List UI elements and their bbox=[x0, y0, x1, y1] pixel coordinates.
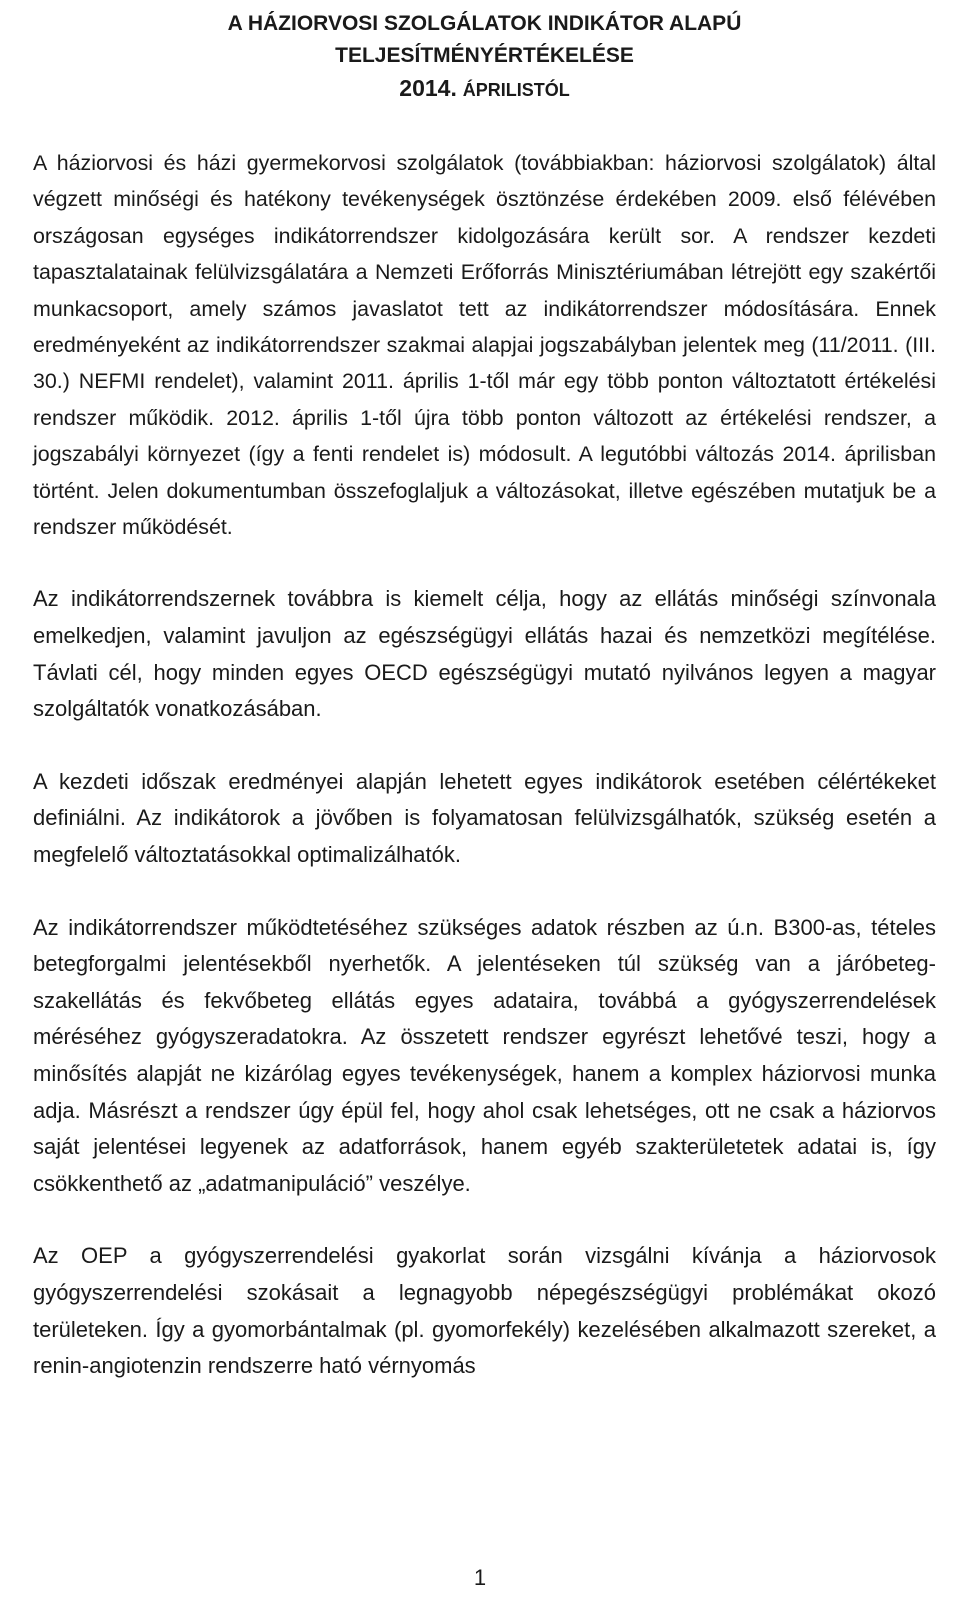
paragraph-target-values: A kezdeti időszak eredményei alapján lehetett egyes indikátorok esetében célértékeket definiálni. Az indikátorok a jövőben is folyamatosan felülvizsgálhatók, szükség esetén a megfelelő változtatásokkal optimalizálhatók. bbox=[33, 768, 936, 868]
title-year: 2014. bbox=[399, 75, 457, 101]
title-line-2: TELJESÍTMÉNYÉRTÉKELÉSE bbox=[335, 44, 634, 67]
title-month: ÁPRILISTÓL bbox=[462, 80, 570, 100]
paragraph-prescriptions: Az OEP a gyógyszerrendelési gyakorlat során vizsgálni kívánja a háziorvosok gyógyszerrendelési szokásait a legnagyobb népegészségügyi problémákat okozó területeken. Így a gyomorbántalmak (pl. gyomorfekély) kezelésében alkalmazott szereket, a renin-angiotenzin rendszerre ható vérnyomás bbox=[33, 1243, 936, 1379]
title-line-1: A HÁZIORVOSI SZOLGÁLATOK INDIKÁTOR ALAPÚ bbox=[227, 12, 742, 35]
paragraph-data-sources: Az indikátorrendszer működtetéséhez szükséges adatok részben az ú.n. B300-as, tételes betegforgalmi jelentésekből nyerhetők. A jelentéseken túl szükség van a járóbeteg-szakellátás és fekvőbeteg ellátás egyes adataira, továbbá a gyógyszerrendelések méréséhez gyógyszeradatokra. Az összetett rendszer egyrészt lehetővé teszi, hogy a minősítés alapját ne kizárólag egyes tevékenységek, hanem a komplex háziorvosi munka adja. Másrészt a rendszer úgy épül fel, hogy ahol csak lehetséges, ott ne csak a háziorvos saját jelentései legyenek az adatforrások, hanem egyéb szakterületetek adatai is, így csökkenthető az „adatmanipuláció” veszélye. bbox=[33, 914, 936, 1196]
document-title bbox=[33, 8, 936, 106]
paragraph-goals: Az indikátorrendszernek továbbra is kiemelt célja, hogy az ellátás minőségi színvonala emelkedjen, valamint javuljon az egészségügyi ellátás hazai és nemzetközi megítélése. Távlati cél, hogy minden egyes OECD egészségügyi mutató nyilvános legyen a magyar szolgáltatók vonatkozásában. bbox=[33, 586, 936, 722]
title-line-3 bbox=[33, 72, 936, 106]
page-number: 1 bbox=[473, 1565, 487, 1590]
paragraph-intro: A háziorvosi és házi gyermekorvosi szolgálatok (továbbiakban: háziorvosi szolgálatok) által végzett minőségi és hatékony tevékenységek ösztönzése érdekében 2009. első félévében országosan egységes indikátorrendszer kidolgozására került sor. A rendszer kezdeti tapasztalatainak felülvizsgálatára a Nemzeti Erőforrás Minisztériumában létrejött egy szakértői munkacsoport, amely számos javaslatot tett az indikátorrendszer módosítására. Ennek eredményeként az indikátorrendszer szakmai alapjai jogszabályban jelentek meg (11/2011. (III. 30.) NEFMI rendelet), valamint 2011. április 1-től már egy több ponton változtatott értékelési rendszer működik. 2012. április 1-től újra több ponton változott az értékelési rendszer, a jogszabályi környezet (így a fenti rendelet is) módosult. A legutóbbi változás 2014. áprilisban történt. Jelen dokumentumban összefoglaljuk a változásokat, illetve egészében mutatjuk be a rendszer működését. bbox=[33, 151, 936, 540]
document-page bbox=[33, 8, 936, 1385]
